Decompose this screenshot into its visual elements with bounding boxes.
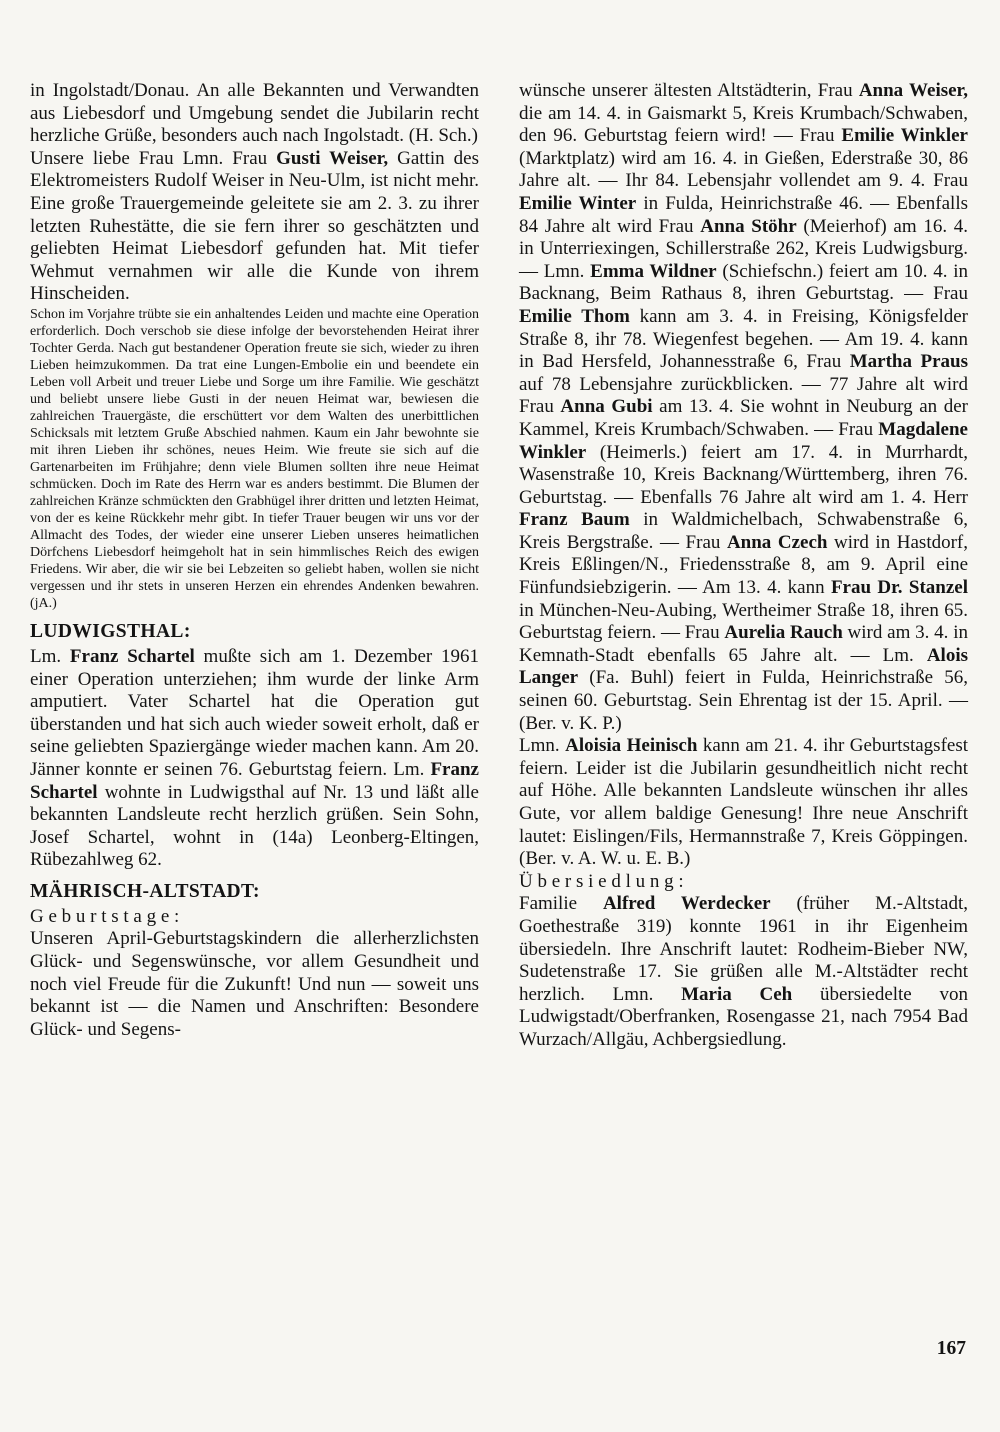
- right-column: [519, 80, 968, 1052]
- paragraph: in Ingolstadt/Donau. An alle Bekannten und Verwandten aus Liebesdorf und Umgebung sendet die Jubilarin recht herzliche Grüße, besonders auch nach Ingolstadt. (H. Sch.): [30, 80, 479, 147]
- paragraph: G e b u r t s t a g e :: [30, 905, 180, 927]
- paragraph: Schon im Vorjahre trübte sie ein anhaltendes Leiden und machte eine Operation erforderlich. Doch verschob sie diese infolge der bevorstehenden Heirat ihrer Tochter Gerda. Nach gut bestandener Operation freute sie sich, wieder zu ihren Lieben heimzukommen. Da trat eine Lungen-Embolie ein und beendete ein Leben voll Arbeit und treuer Liebe und Sorge um ihre Familie. Wie geschätzt und beliebt unsere liebe Gusti in der neuen Heimat war, bewiesen die zahlreichen Trauergäste, die erschüttert vor dem Walten des unerbittlichen Schicksals mit letztem Gruße Abschied nahmen. Kaum ein Jahr bewohnte sie mit ihren Lieben ihr schönes, neues Heim. Wie freute sie sich auf die Gartenarbeiten im Frühjahre; denn viele Blumen sollten ihre neue Heimat schmücken. Doch im Rate des Herrn war es anders bestimmt. Die Blumen der zahlreichen Kränze schmückten den Grabhügel ihrer dritten und letzten Heimat, von der es keine Rückkehr mehr gibt. In tiefer Trauer beugen wir uns vor der Allmacht des Todes, der wieder eine unserer Lieben unseres heimatlichen Dörfchens Liebesdorf heimgeholt hat in sein himmlisches Reich des ewigen Friedens. Wir aber, die wir sie bei Lebzeiten so geliebt haben, wollen sie nicht vergessen und ihr stets in unseren Herzen ein ehrendes Andenken bewahren. (jA.): [30, 306, 479, 611]
- section-heading: MÄHRISCH-ALTSTADT:: [30, 880, 260, 902]
- paragraph: Lm. Franz Schartel mußte sich am 1. Dezember 1961 einer Operation unterziehen; ihm wurde der linke Arm amputiert. Vater Schartel hat die Operation gut überstanden und hat sich auch wieder soweit erholt, daß er seine geliebten Spaziergänge wieder machen kann. Am 20. Jänner konnte er seinen 76. Geburtstag feiern. Lm. Franz Schartel wohnte in Ludwigsthal auf Nr. 13 und läßt alle bekannten Landsleute recht herzlich grüßen. Sein Sohn, Josef Schartel, wohnt in (14a) Leonberg-Eltingen, Rübezahlweg 62.: [30, 645, 480, 871]
- paragraph: wünsche unserer ältesten Altstädterin, Frau Anna Weiser, die am 14. 4. in Gaismarkt 5, Kreis Krumbach/Schwaben, den 96. Geburtstag feiern wird! — Frau Emilie Winkler (Marktplatz) wird am 16. 4. in Gießen, Ederstraße 30, 86 Jahre alt. — Ihr 84. Lebensjahr vollendet am 9. 4. Frau Emilie Winter in Fulda, Heinrichstraße 46. — Ebenfalls 84 Jahre alt wird Frau Anna Stöhr (Meierhof) am 16. 4. in Unterriexingen, Schillerstraße 262, Kreis Ludwigsburg. — Lmn. Emma Wildner (Schiefschn.) feiert am 10. 4. in Backnang, Beim Rathaus 8, ihren Geburtstag. — Frau Emilie Thom kann am 3. 4. in Freising, Königsfelder Straße 8, ihr 78. Wiegenfest begehen. — Am 19. 4. kann in Bad Hersfeld, Johannesstraße 6, Frau Martha Praus auf 78 Lebensjahre zurückblicken. — 77 Jahre alt wird Frau Anna Gubi am 13. 4. Sie wohnt in Neuburg an der Kammel, Kreis Krumbach/Schwaben. — Frau Magdalene Winkler (Heimerls.) feiert am 17. 4. in Murrhardt, Wasenstraße 10, Kreis Backnang/Württemberg, ihren 76. Geburtstag. — Ebenfalls 76 Jahre alt wird am 1. 4. Herr Franz Baum in Waldmichelbach, Schwabenstraße 6, Kreis Bergstraße. — Frau Anna Czech wird in Hastdorf, Kreis Eßlingen/N., Friedensstraße 8, am 9. April eine Fünfundsiebzigerin. — Am 13. 4. kann Frau Dr. Stanzel in München-Neu-Aubing, Wertheimer Straße 18, ihren 65. Geburtstag feiern. — Frau Aurelia Rauch wird am 3. 4. in Kemnath-Stadt ebenfalls 65 Jahre alt. — Lm. Alois Langer (Fa. Buhl) feiert in Fulda, Heinrichstraße 56, seinen 60. Geburtstag. Sein Ehrentag ist der 15. April. — (Ber. v. K. P.): [519, 80, 969, 734]
- paragraph: Unsere liebe Frau Lmn. Frau Gusti Weiser, Gattin des Elektromeisters Rudolf Weiser in Neu-Ulm, ist nicht mehr. Eine große Trauergemeinde geleitete sie am 2. 3. zu ihrer letzten Ruhestätte, die sie fern ihrer so geschätzten und geliebten Heimat Liebesdorf gefunden hat. Mit tiefer Wehmut vernahmen wir alle die Kunde von ihrem Hinscheiden.: [30, 147, 479, 305]
- paragraph: Ü b e r s i e d l u n g :: [519, 870, 684, 892]
- left-column: [30, 80, 479, 1052]
- paragraph: Lmn. Aloisia Heinisch kann am 21. 4. ihr Geburtstagsfest feiern. Leider ist die Jubilarin gesundheitlich nicht recht auf Höhe. Alle bekannten Landsleute wünschen ihr alles Gute, vor allem baldige Genesung! Ihre neue Anschrift lautet: Eislingen/Fils, Hermannstraße 7, Kreis Göppingen. (Ber. v. A. W. u. E. B.): [519, 735, 968, 870]
- paragraph: Familie Alfred Werdecker (früher M.-Altstadt, Goethestraße 319) konnte 1961 in ihr Eigenheim übersiedeln. Ihre Anschrift lautet: Rodheim-Bieber NW, Sudetenstraße 17. Sie grüßen alle M.-Altstädter recht herzlich. Lmn. Maria Ceh übersiedelte von Ludwigstadt/Oberfranken, Rosengasse 21, nach 7954 Bad Wurzach/Allgäu, Achbergsiedlung.: [519, 893, 968, 1050]
- section-heading: LUDWIGSTHAL:: [30, 620, 191, 642]
- paragraph: Unseren April-Geburtstagskindern die allerherzlichsten Glück- und Segenswünsche, vor allem Gesundheit und noch viel Freude für die Zukunft! Und nun — soweit uns bekannt ist — die Namen und Anschriften: Besondere Glück- und Segens-: [30, 928, 479, 1040]
- page-number: 167: [936, 1338, 966, 1359]
- text-columns: [30, 80, 968, 1052]
